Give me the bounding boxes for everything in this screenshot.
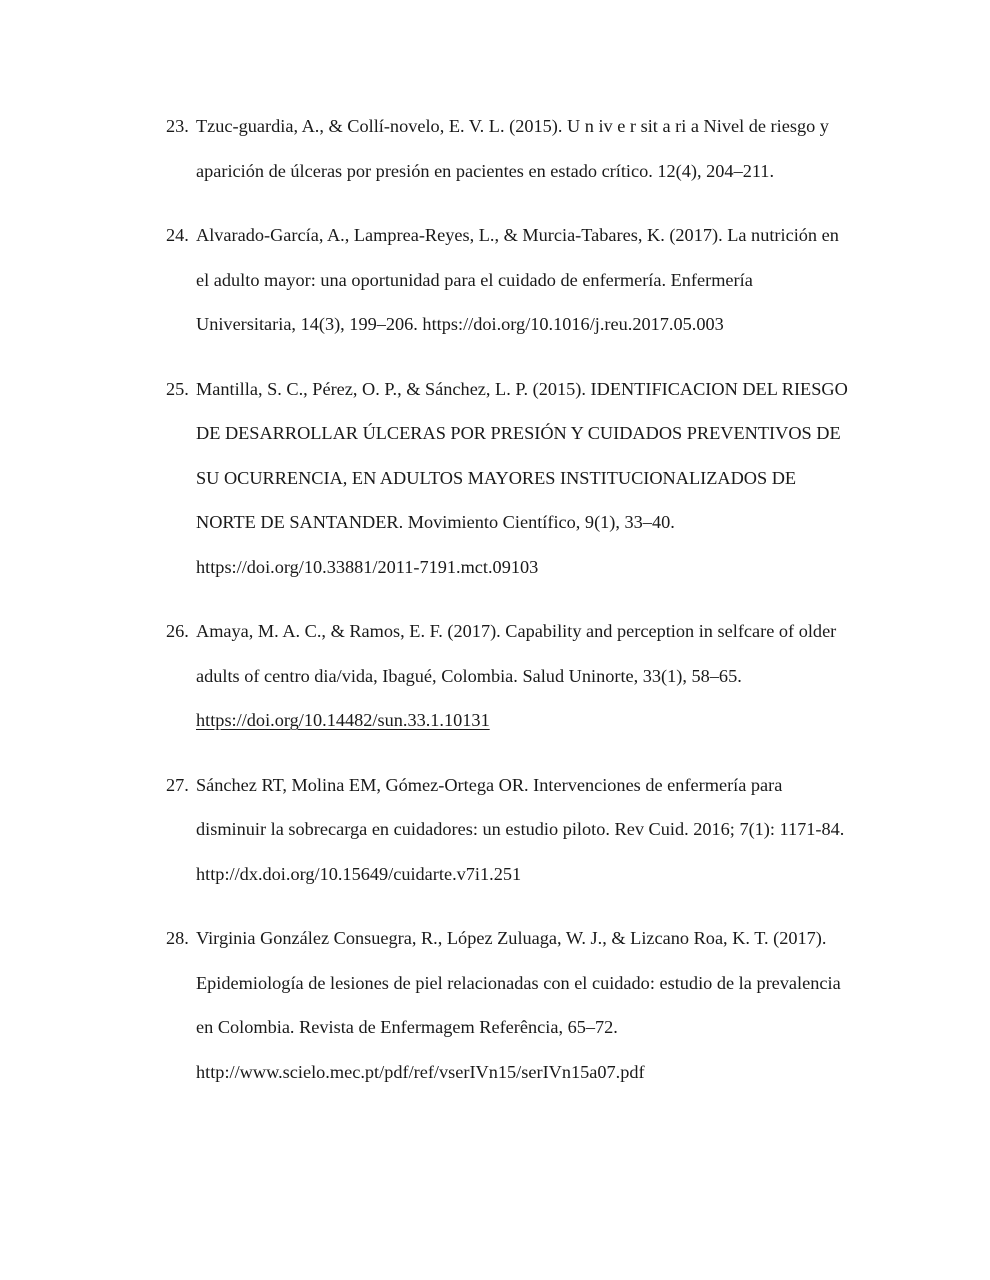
reference-number: 28. [166, 928, 189, 948]
reference-item [166, 609, 856, 743]
reference-list [166, 104, 856, 1114]
reference-item [166, 916, 856, 1094]
reference-item [166, 104, 856, 193]
reference-text: Mantilla, S. C., Pérez, O. P., & Sánchez, L. P. (2015). IDENTIFICACION DEL RIESGO DE DESARROLLAR ÚLCERAS POR PRESIÓN Y CUIDADOS PREVENTIVOS DE SU OCURRENCIA, EN ADULTOS MAYORES INSTITUCIONALIZADOS DE NORTE DE SANTANDER. Movimiento Científico, 9(1), 33–40. https://doi.org/10.33881/2011-7191.mct.09103 [196, 378, 848, 577]
reference-number: 27. [166, 774, 189, 795]
reference-item [166, 213, 856, 347]
reference-number: 26. [166, 621, 189, 641]
reference-text: Alvarado-García, A., Lamprea-Reyes, L., & Murcia-Tabares, K. (2017). La nutrición en el adulto mayor: una oportunidad para el cuidado de enfermería. Enfermería Universitaria, 14(3), 199–206. https://doi.org/10.1016/j.reu.2017.05.003 [196, 225, 839, 334]
reference-text: Virginia González Consuegra, R., López Zuluaga, W. J., & Lizcano Roa, K. T. (2017). Epidemiología de lesiones de piel relacionadas con el cuidado: estudio de la prevalencia en Colombia. Revista de Enfermagem Referência, 65–72. http://www.scielo.mec.pt/pdf/ref/vserIVn15/serIVn15a07.pdf [196, 928, 841, 1082]
reference-item [166, 367, 856, 590]
reference-item [166, 763, 856, 897]
reference-number: 23. [166, 116, 189, 136]
reference-number: 24. [166, 225, 189, 245]
reference-number: 25. [166, 378, 189, 399]
reference-text: Tzuc-guardia, A., & Collí-novelo, E. V. L. (2015). U n iv e r sit a ri a Nivel de riesgo y aparición de úlceras por presión en pacientes en estado crítico. 12(4), 204–211. [196, 116, 829, 181]
reference-doi-link[interactable]: https://doi.org/10.14482/sun.33.1.10131 [196, 710, 490, 730]
reference-text: Sánchez RT, Molina EM, Gómez-Ortega OR. Intervenciones de enfermería para disminuir la sobrecarga en cuidadores: un estudio piloto. Rev Cuid. 2016; 7(1): 1171-84. http://dx.doi.org/10.15649/cuidarte.v7i1.251 [196, 774, 845, 884]
reference-text: Amaya, M. A. C., & Ramos, E. F. (2017). Capability and perception in selfcare of older adults of centro dia/vida, Ibagué, Colombia. Salud Uninorte, 33(1), 58–65. [196, 621, 837, 686]
